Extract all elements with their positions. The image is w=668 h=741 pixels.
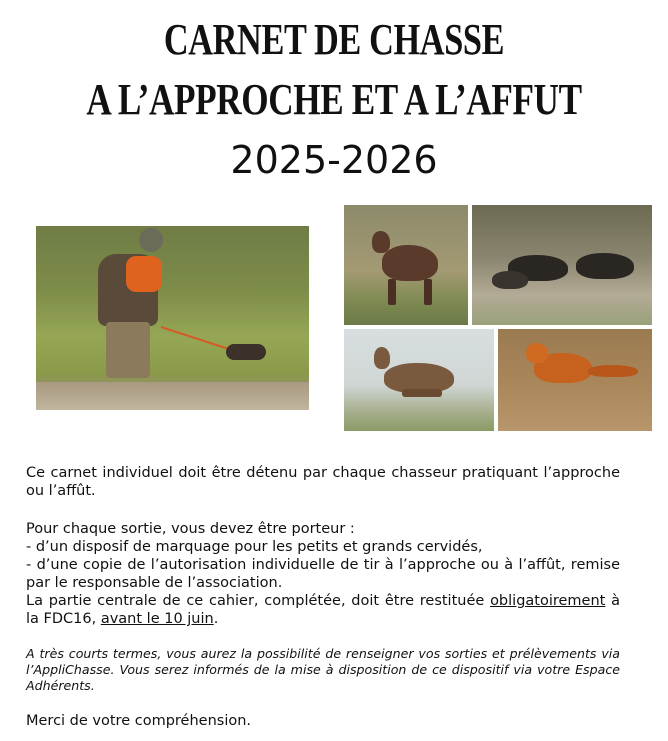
intro-paragraph bbox=[26, 464, 620, 500]
requirements-heading: Pour chaque sortie, vous devez être porteur : bbox=[26, 521, 355, 537]
thanks-text: Merci de votre compréhension. bbox=[26, 713, 252, 729]
roe-deer-photo bbox=[344, 329, 494, 431]
return-obligatoirement: obligatoirement bbox=[490, 593, 606, 609]
requirements-paragraph bbox=[26, 520, 620, 628]
return-text-3: . bbox=[213, 611, 219, 627]
hunter-with-dog-photo bbox=[36, 226, 309, 410]
requirement-authorization: - d’une copie de l’autorisation individuelle de tir à l’approche ou à l’affût, remise par le responsable de l’association. bbox=[26, 557, 620, 591]
return-instruction bbox=[26, 592, 620, 628]
wild-boars-photo bbox=[472, 205, 652, 325]
season-year: 2025-2026 bbox=[230, 138, 438, 182]
intro-text: Ce carnet individuel doit être détenu par chaque chasseur pratiquant l’approche ou l’affût. bbox=[26, 465, 620, 499]
title-line-2: A L’APPROCHE ET A L’AFFUT bbox=[86, 75, 582, 124]
fox-photo bbox=[498, 329, 652, 431]
return-text-1: La partie centrale de ce cahier, complétée, doit être restituée bbox=[26, 593, 485, 609]
return-deadline: avant le 10 juin bbox=[100, 611, 214, 627]
return-text-2: à la FDC16, bbox=[26, 593, 620, 627]
requirement-marking: - d’un disposif de marquage pour les petits et grands cervidés, bbox=[26, 539, 483, 555]
appli-chasse-note: A très courts termes, vous aurez la possibilité de renseigner vos sorties et prélèvements via l’AppliChasse. Vous serez informés de la mise à disposition de ce dispositif via votre Espace Adhérents. bbox=[26, 646, 620, 693]
red-deer-photo bbox=[344, 205, 468, 325]
title-line-1: CARNET DE CHASSE bbox=[163, 15, 505, 64]
animals-collage bbox=[344, 205, 652, 431]
